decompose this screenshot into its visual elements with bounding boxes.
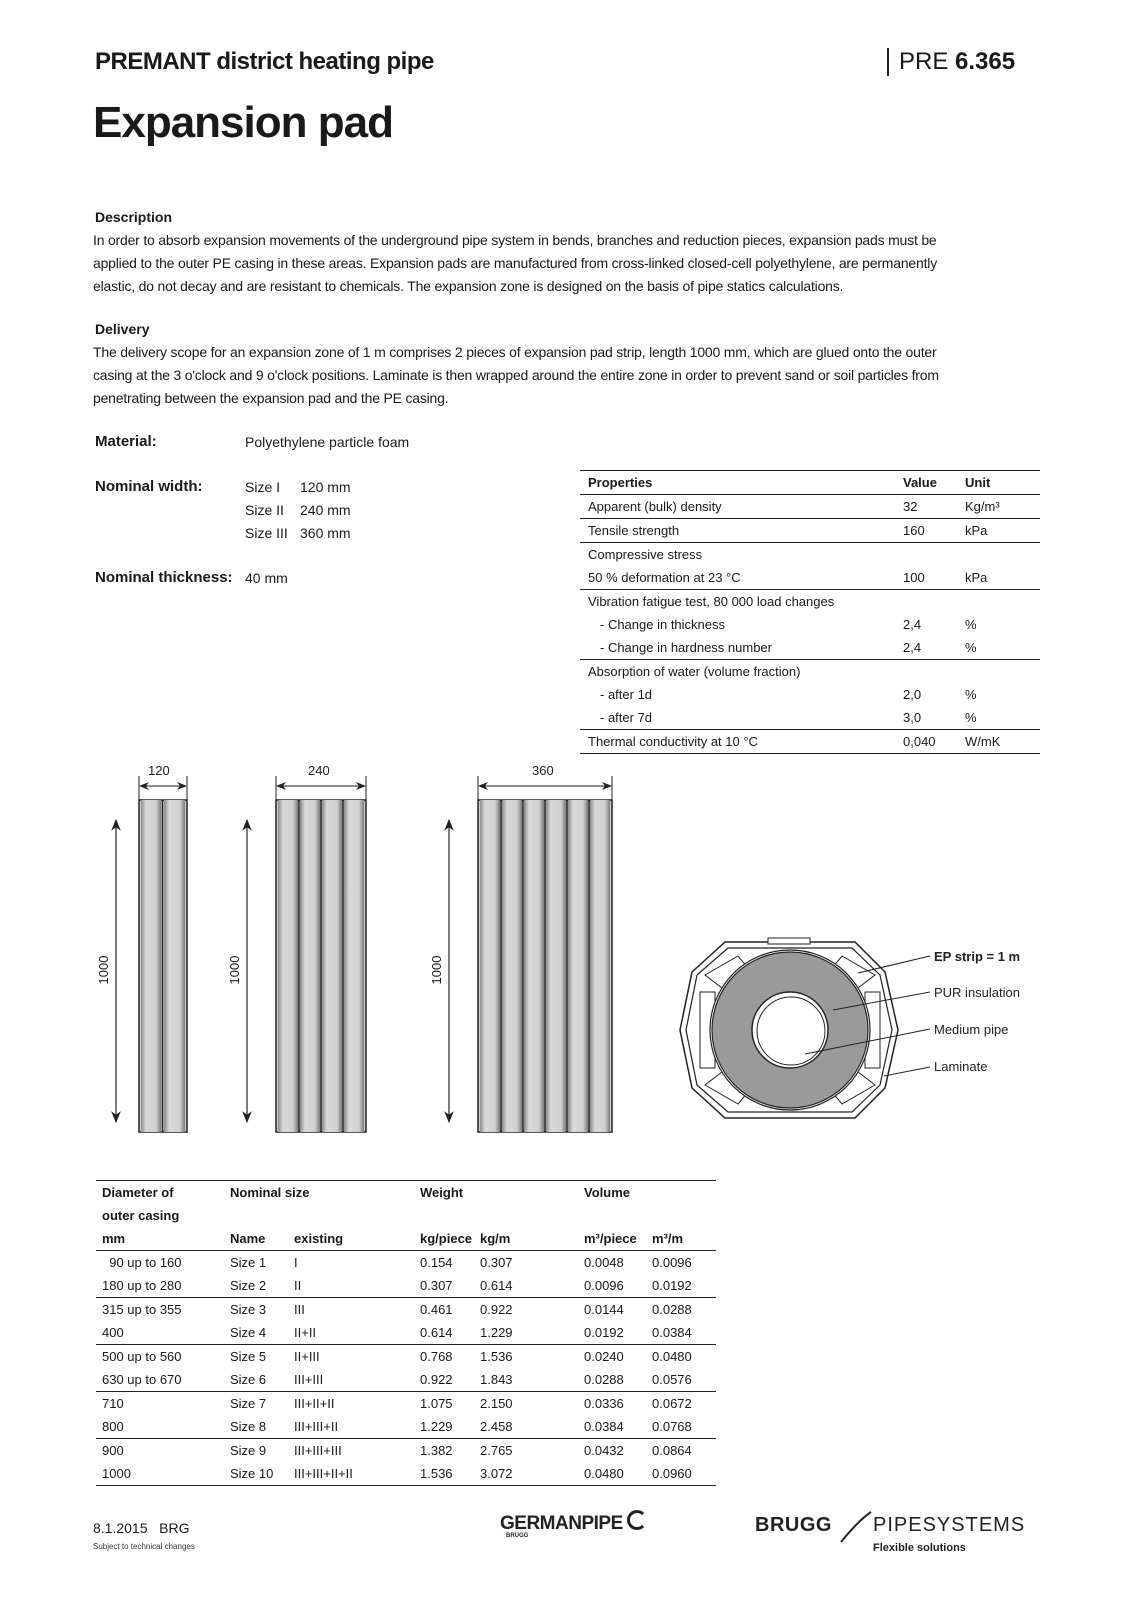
property-row [580,590,1040,614]
size-cell: III+III+II [288,1415,414,1439]
property-name: 50 % deformation at 23 °C [580,566,895,590]
property-name: Compressive stress [588,547,703,562]
property-value: 2,0 [903,687,922,702]
length-label-2: 1000 [227,955,242,985]
page-title: Expansion pad [93,98,393,147]
width-label-120: 120 [148,763,170,778]
property-value: 100 [895,566,957,590]
size-cell: 0.461 [420,1302,453,1317]
size-cell: 0.307 [480,1255,513,1270]
material-label: Material: [95,433,157,450]
size-cell: II+II [288,1321,414,1345]
header-existing: existing [288,1227,414,1251]
property-name: Tensile strength [580,519,895,543]
size-cell: 1.075 [420,1396,453,1411]
properties-table [580,470,1040,754]
property-unit: Kg/m³ [957,495,1040,519]
size-cell: 1.382 [420,1443,453,1458]
document-subtitle: PREMANT district heating pipe [95,48,434,75]
size-cell: III+II+II [294,1396,335,1411]
size-cell: 900 [102,1443,124,1458]
sizes-header-row [96,1227,716,1251]
size-row [96,1321,716,1345]
label-ep-strip: EP strip = 1 m [934,949,1021,964]
size-cell: 0.922 [480,1302,513,1317]
size-cell: Size 3 [230,1302,267,1317]
length-label-1: 1000 [96,955,111,985]
size-cell: 0.0240 [584,1349,624,1364]
size-cell: 0.0096 [578,1274,646,1298]
property-unit: % [957,706,1040,730]
property-name: Apparent (bulk) density [580,495,895,519]
header-m3-m: m³/m [646,1227,716,1251]
header-diameter: Diameter of [96,1181,224,1205]
width-value-1: 120 mm [300,479,351,495]
doc-number: 6.365 [955,48,1016,75]
property-row [580,543,1040,567]
property-unit [957,660,1040,684]
property-name: Absorption of water (volume fraction) [588,664,801,679]
brugg-logo-text: BRUGG [755,1514,832,1536]
width-value-2: 240 mm [300,502,351,518]
size-cell: 0.0384 [578,1415,646,1439]
size-cell: 0.0048 [584,1255,624,1270]
size-cell: Size 6 [224,1368,288,1392]
footer-date: 8.1.2015 BRG [93,1520,190,1536]
size-cell: 0.0672 [652,1396,692,1411]
property-row [580,495,1040,519]
size-cell: 315 up to 355 [102,1302,182,1317]
size-row [96,1392,716,1416]
size-cell: 0.307 [414,1274,474,1298]
description-line: In order to absorb expansion movements of the underground pipe system in bends, branches and reduction pieces, expansion pads must be [93,232,937,248]
size-row [96,1368,716,1392]
size-cell: 500 up to 560 [102,1349,182,1364]
description-text [93,229,1028,298]
size-cell: 0.0864 [652,1443,692,1458]
header-kg-piece: kg/piece [414,1227,474,1251]
size-cell: 90 up to 160 [102,1255,182,1270]
header-m3-piece: m³/piece [578,1227,646,1251]
size-cell: II+III [294,1349,320,1364]
description-heading: Description [95,209,173,225]
size-cell: 0.0144 [584,1302,624,1317]
nominal-thickness-label: Nominal thickness: [95,569,233,586]
pad-size-2-drawing [247,776,366,1132]
property-name: Thermal conductivity at 10 °C [580,730,895,754]
property-value: 3,0 [895,706,957,730]
size-cell: III [294,1302,305,1317]
property-row [580,730,1040,754]
expansion-pad-drawing [0,760,1132,1140]
size-cell: 180 up to 280 [96,1274,224,1298]
description-line: elastic, do not decay and are resistant to chemicals. The expansion zone is designed on the basis of pipe statics calculations. [93,278,844,294]
property-unit: % [965,617,977,632]
header-name: Name [224,1227,288,1251]
size-cell: 0.922 [414,1368,474,1392]
delivery-text [93,341,1028,410]
size-cell: Size 4 [224,1321,288,1345]
size-cell: Size 7 [230,1396,267,1411]
property-value: 160 [895,519,957,543]
size-cell: Size 8 [224,1415,288,1439]
size-cell: 0.0384 [646,1321,716,1345]
delivery-heading: Delivery [95,321,150,337]
sizes-header-row [96,1204,716,1227]
size-cell: 1.536 [480,1349,513,1364]
sizes-header-row [96,1181,716,1205]
width-size-3: Size III [245,525,288,541]
label-medium-pipe: Medium pipe [934,1022,1009,1037]
size-cell: 0.0576 [646,1368,716,1392]
size-cell: 0.0960 [646,1462,716,1486]
size-cell: 0.0480 [578,1462,646,1486]
property-row [580,519,1040,543]
size-cell: 0.0768 [646,1415,716,1439]
pad-size-1-drawing [116,776,187,1132]
property-value [895,590,957,614]
property-value [895,543,957,567]
size-cell: 2.458 [474,1415,578,1439]
property-name: - after 7d [580,706,895,730]
size-cell: 1000 [96,1462,224,1486]
property-value: 0,040 [895,730,957,754]
size-cell: 2.150 [480,1396,513,1411]
property-row [580,683,1040,706]
pipesystems-logo-text: PIPESYSTEMS [873,1514,1026,1536]
germanpipe-logo [500,1510,680,1560]
size-row [96,1345,716,1369]
property-row [580,706,1040,730]
delivery-line: The delivery scope for an expansion zone of 1 m comprises 2 pieces of expansion pad strip, length 1000 mm, which are glued onto the outer [93,344,937,360]
property-row [580,660,1040,684]
property-unit: % [957,636,1040,660]
document-reference [887,48,1015,76]
header-weight: Weight [414,1181,578,1205]
brugg-logo-slash-icon [839,1510,873,1544]
size-cell: Size 1 [230,1255,267,1270]
property-unit: kPa [957,519,1040,543]
properties-header-row [580,471,1040,495]
size-row [96,1415,716,1439]
property-row [580,566,1040,590]
size-cell: 0.0432 [584,1443,624,1458]
header-outer-casing: outer casing [102,1208,180,1223]
header-value: Value [895,471,957,495]
property-unit [957,590,1040,614]
size-cell: 630 up to 670 [96,1368,224,1392]
size-cell: 1.229 [414,1415,474,1439]
header-kg-m: kg/m [474,1227,578,1251]
delivery-line: penetrating between the expansion pad and the PE casing. [93,390,449,406]
width-label-240: 240 [308,763,330,778]
germanpipe-logo-icon [627,1510,647,1530]
size-cell: 0.0480 [652,1349,692,1364]
size-row [96,1462,716,1486]
pipe-cross-section [680,938,930,1118]
size-cell: 0.0288 [652,1302,692,1317]
size-row [96,1298,716,1322]
property-unit [957,543,1040,567]
property-name: Vibration fatigue test, 80 000 load changes [588,594,835,609]
size-cell: I [294,1255,298,1270]
header-properties: Properties [580,471,895,495]
property-value: 32 [895,495,957,519]
size-row [96,1274,716,1298]
size-cell: 0.0192 [578,1321,646,1345]
size-cell: 3.072 [474,1462,578,1486]
header-nominal-size: Nominal size [224,1181,414,1205]
size-cell: 800 [96,1415,224,1439]
size-cell: III+III [288,1368,414,1392]
size-cell: Size 9 [230,1443,267,1458]
length-label-3: 1000 [429,955,444,985]
germanpipe-logo-text: GERMANPIPE [500,1513,623,1534]
property-name: - Change in thickness [600,617,726,632]
label-pur-insulation: PUR insulation [934,985,1020,1000]
size-cell: Size 2 [224,1274,288,1298]
property-name: - after 1d [600,687,653,702]
size-row [96,1439,716,1463]
width-size-2: Size II [245,502,284,518]
size-cell: 0.614 [474,1274,578,1298]
footer-note: Subject to technical changes [93,1542,195,1551]
label-laminate: Laminate [934,1059,988,1074]
thickness-value: 40 mm [245,570,288,586]
size-cell: 0.0336 [584,1396,624,1411]
property-unit: % [965,687,977,702]
doc-prefix: PRE [899,48,949,75]
size-cell: 0.0192 [646,1274,716,1298]
nominal-width-label: Nominal width: [95,478,203,495]
size-cell: Size 5 [230,1349,267,1364]
size-cell: 0.768 [420,1349,453,1364]
header-unit: Unit [957,471,1040,495]
size-cell: Size 10 [224,1462,288,1486]
size-cell: III+III+III [294,1443,342,1458]
size-cell: 1.229 [474,1321,578,1345]
property-value: 2,4 [895,636,957,660]
size-cell: 0.0288 [578,1368,646,1392]
germanpipe-logo-sub: BRUGG [506,1533,529,1539]
delivery-line: casing at the 3 o'clock and 9 o'clock positions. Laminate is then wrapped around the entire zone in order to prevent sand or soil particles from [93,367,939,383]
pad-size-3-drawing [449,776,612,1132]
description-line: applied to the outer PE casing in these areas. Expansion pads are manufactured from cross-linked closed-cell polyethylene, are permanently [93,255,937,271]
size-cell: III+III+II+II [288,1462,414,1486]
property-row [580,636,1040,660]
size-cell: 1.843 [474,1368,578,1392]
size-cell: 0.0096 [652,1255,692,1270]
brugg-logo-tagline: Flexible solutions [873,1542,966,1554]
width-size-1: Size I [245,479,281,495]
size-cell: 710 [102,1396,124,1411]
width-value-3: 360 mm [300,525,351,541]
property-name: - Change in hardness number [580,636,895,660]
width-label-360: 360 [532,763,554,778]
property-value: 2,4 [903,617,922,632]
sizes-table [96,1180,716,1486]
size-cell: 2.765 [480,1443,513,1458]
size-cell: II [288,1274,414,1298]
size-cell: 1.536 [414,1462,474,1486]
size-cell: 0.154 [420,1255,453,1270]
property-value [895,660,957,684]
property-unit: W/mK [957,730,1040,754]
material-value: Polyethylene particle foam [245,434,410,450]
brugg-pipesystems-logo [755,1510,1055,1560]
header-volume: Volume [578,1181,716,1205]
property-row [580,613,1040,636]
size-row [96,1251,716,1275]
property-unit: kPa [957,566,1040,590]
header-mm: mm [96,1227,224,1251]
size-cell: 0.614 [414,1321,474,1345]
size-cell: 400 [96,1321,224,1345]
